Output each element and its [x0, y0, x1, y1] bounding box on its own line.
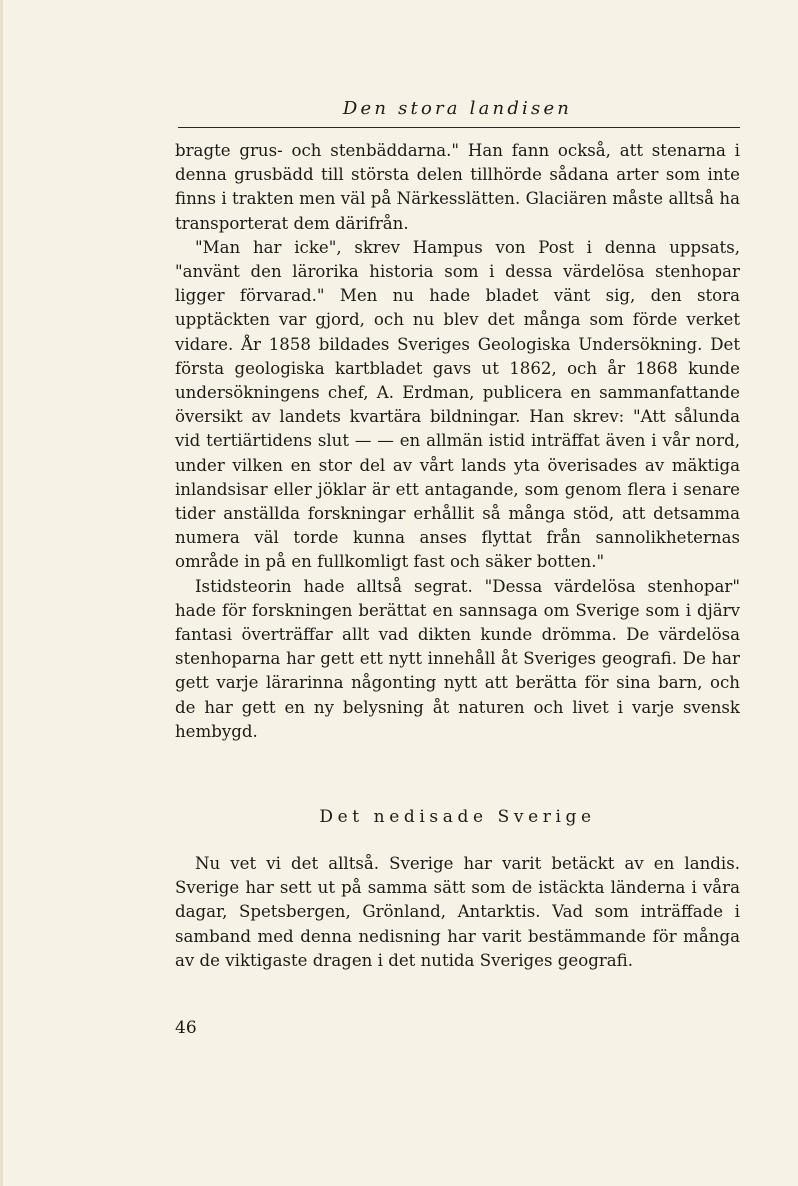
paragraph-1: bragte grus- och stenbäddarna." Han fann också, att stenarna i denna grusbädd till största delen tillhörde sådana arter som inte finns i trakten men väl på Närkesslätten. Glaciären måste alltså ha transporterat dem därifrån. [175, 141, 740, 233]
section-text [175, 852, 740, 973]
paragraph-3: Istidsteorin hade alltså segrat. "Dessa värdelösa stenhopar" hade för forskningen berättat en sannsaga om Sverige som i djärv fantasi överträffar allt vad dikten kunde drömma. De värdelösa stenhoparna har gett ett nytt innehåll åt Sveriges geografi. De har gett varje lärarinna någonting nytt att berätta för sina barn, och de har gett en ny belysning åt naturen och livet i varje svensk hembygd. [175, 576, 740, 741]
section-heading: Det nedisade Sverige [319, 807, 596, 827]
paragraph-2: "Man har icke", skrev Hampus von Post i denna uppsats, "använt den lärorika historia som i dessa värdelösa stenhopar ligger förvarad." Men nu hade bladet vänt sig, den stora upptäckten var gjord, och nu blev det många som förde verket vidare. År 1858 bildades Sveriges Geologiska Undersökning. Det första geologiska kartbladet gavs ut 1862, och år 1868 kunde undersökningens chef, A. Erdman, publicera en sammanfattande översikt av landets kvartära bildningar. Han skrev: "Att sålunda vid tertiärtidens slut — — en allmän istid inträffat även i vår nord, under vilken en stor del av vårt lands yta överisades av mäktiga inlandsisar eller jöklar är ett antagande, som genom flera i senare tider anställda forskningar erhållit så många stöd, att detsamma numera väl torde kunna anses flyttat från sannolikheternas område in på en fullkomligt fast och säker botten." [175, 237, 740, 572]
header-rule [178, 127, 740, 128]
section-paragraph: Nu vet vi det alltså. Sverige har varit betäckt av en landis. Sverige har sett ut på samma sätt som de istäckta länderna i våra dagar, Spetsbergen, Grönland, Antarktis. Vad som inträffade i samband med denna nedisning har varit bestämmande för många av de viktigaste dragen i det nutida Sveriges geografi. [175, 854, 740, 970]
page-number: 46 [175, 1018, 197, 1038]
running-head: Den stora landisen [342, 98, 573, 119]
main-text [175, 139, 740, 744]
